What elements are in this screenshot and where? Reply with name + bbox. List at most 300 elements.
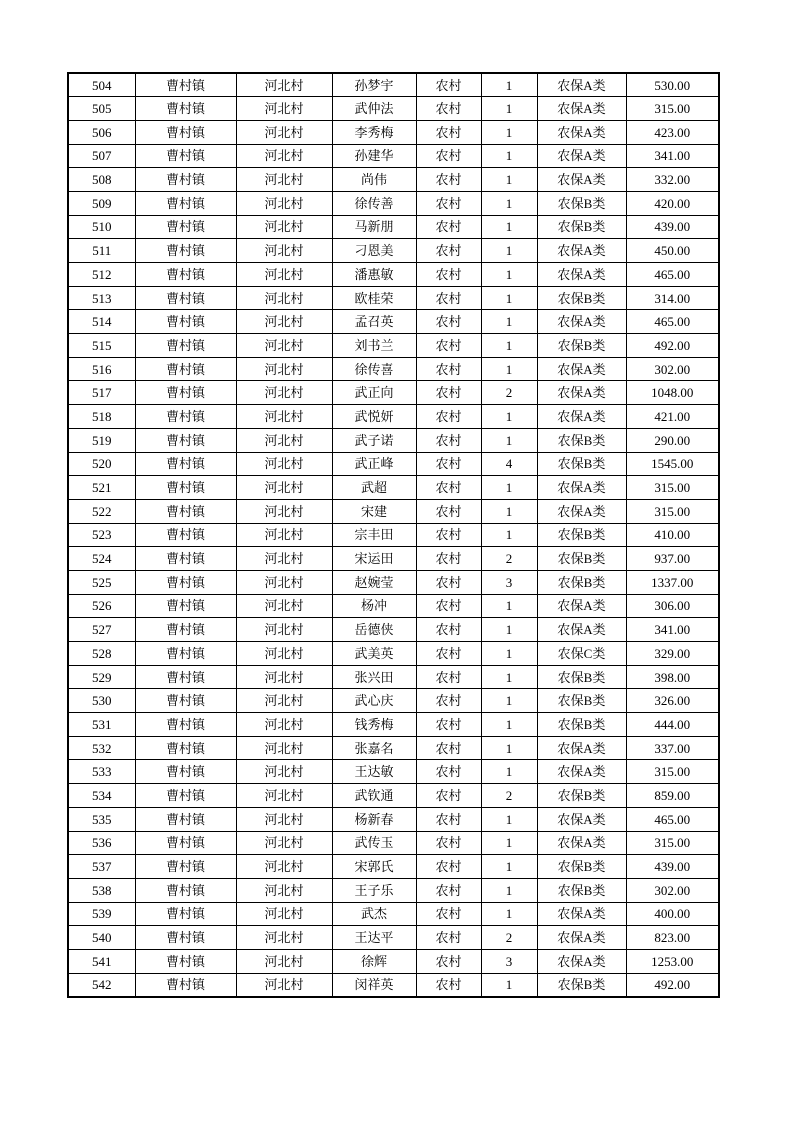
- cell-town: 曹村镇: [135, 642, 236, 666]
- cell-amount: 439.00: [626, 215, 719, 239]
- cell-type: 农村: [416, 357, 481, 381]
- cell-town: 曹村镇: [135, 452, 236, 476]
- cell-category: 农保A类: [537, 73, 626, 97]
- cell-amount: 450.00: [626, 239, 719, 263]
- cell-name: 孟召英: [332, 310, 416, 334]
- cell-name: 李秀梅: [332, 120, 416, 144]
- cell-type: 农村: [416, 381, 481, 405]
- cell-town: 曹村镇: [135, 310, 236, 334]
- cell-serial: 535: [68, 807, 135, 831]
- cell-serial: 534: [68, 784, 135, 808]
- cell-name: 武杰: [332, 902, 416, 926]
- cell-category: 农保A类: [537, 405, 626, 429]
- cell-category: 农保A类: [537, 476, 626, 500]
- cell-type: 农村: [416, 405, 481, 429]
- cell-category: 农保B类: [537, 547, 626, 571]
- table-row: [68, 97, 719, 121]
- table-row: [68, 570, 719, 594]
- cell-amount: 465.00: [626, 807, 719, 831]
- table-row: [68, 452, 719, 476]
- cell-type: 农村: [416, 949, 481, 973]
- cell-type: 农村: [416, 594, 481, 618]
- cell-serial: 519: [68, 428, 135, 452]
- cell-category: 农保B类: [537, 878, 626, 902]
- cell-town: 曹村镇: [135, 949, 236, 973]
- cell-count: 1: [481, 523, 537, 547]
- cell-count: 1: [481, 499, 537, 523]
- cell-town: 曹村镇: [135, 902, 236, 926]
- cell-amount: 329.00: [626, 642, 719, 666]
- cell-category: 农保B类: [537, 570, 626, 594]
- cell-village: 河北村: [236, 73, 332, 97]
- cell-amount: 1253.00: [626, 949, 719, 973]
- cell-name: 闵祥英: [332, 973, 416, 997]
- cell-category: 农保B类: [537, 286, 626, 310]
- cell-amount: 859.00: [626, 784, 719, 808]
- cell-serial: 526: [68, 594, 135, 618]
- cell-count: 2: [481, 381, 537, 405]
- cell-serial: 512: [68, 263, 135, 287]
- cell-town: 曹村镇: [135, 381, 236, 405]
- cell-category: 农保B类: [537, 665, 626, 689]
- cell-town: 曹村镇: [135, 878, 236, 902]
- cell-category: 农保C类: [537, 642, 626, 666]
- cell-serial: 525: [68, 570, 135, 594]
- cell-type: 农村: [416, 547, 481, 571]
- cell-town: 曹村镇: [135, 144, 236, 168]
- cell-count: 1: [481, 594, 537, 618]
- table-row: [68, 476, 719, 500]
- cell-category: 农保A类: [537, 760, 626, 784]
- cell-town: 曹村镇: [135, 973, 236, 997]
- cell-name: 宋郭氏: [332, 855, 416, 879]
- cell-category: 农保A类: [537, 310, 626, 334]
- cell-name: 徐辉: [332, 949, 416, 973]
- cell-village: 河北村: [236, 547, 332, 571]
- cell-count: 1: [481, 642, 537, 666]
- cell-name: 尚伟: [332, 168, 416, 192]
- table-row: [68, 713, 719, 737]
- cell-serial: 532: [68, 736, 135, 760]
- cell-amount: 1048.00: [626, 381, 719, 405]
- cell-village: 河北村: [236, 191, 332, 215]
- table-row: [68, 381, 719, 405]
- cell-count: 1: [481, 428, 537, 452]
- cell-name: 杨冲: [332, 594, 416, 618]
- cell-amount: 314.00: [626, 286, 719, 310]
- cell-name: 宋建: [332, 499, 416, 523]
- cell-count: 2: [481, 784, 537, 808]
- cell-type: 农村: [416, 263, 481, 287]
- table-row: [68, 334, 719, 358]
- cell-type: 农村: [416, 334, 481, 358]
- cell-count: 1: [481, 855, 537, 879]
- cell-count: 1: [481, 239, 537, 263]
- cell-village: 河北村: [236, 120, 332, 144]
- cell-serial: 514: [68, 310, 135, 334]
- cell-serial: 513: [68, 286, 135, 310]
- cell-count: 1: [481, 665, 537, 689]
- cell-town: 曹村镇: [135, 523, 236, 547]
- cell-name: 赵婉莹: [332, 570, 416, 594]
- table-row: [68, 547, 719, 571]
- cell-count: 1: [481, 760, 537, 784]
- cell-name: 武心庆: [332, 689, 416, 713]
- cell-type: 农村: [416, 523, 481, 547]
- cell-count: 4: [481, 452, 537, 476]
- cell-name: 武美英: [332, 642, 416, 666]
- cell-category: 农保A类: [537, 594, 626, 618]
- cell-village: 河北村: [236, 665, 332, 689]
- cell-amount: 465.00: [626, 263, 719, 287]
- cell-category: 农保B类: [537, 689, 626, 713]
- table-row: [68, 973, 719, 997]
- cell-name: 张嘉名: [332, 736, 416, 760]
- table-row: [68, 523, 719, 547]
- cell-serial: 529: [68, 665, 135, 689]
- cell-serial: 531: [68, 713, 135, 737]
- cell-count: 1: [481, 736, 537, 760]
- cell-serial: 515: [68, 334, 135, 358]
- cell-village: 河北村: [236, 215, 332, 239]
- cell-category: 农保A类: [537, 499, 626, 523]
- cell-type: 农村: [416, 286, 481, 310]
- cell-count: 1: [481, 405, 537, 429]
- cell-town: 曹村镇: [135, 499, 236, 523]
- cell-amount: 410.00: [626, 523, 719, 547]
- cell-amount: 492.00: [626, 973, 719, 997]
- cell-count: 1: [481, 334, 537, 358]
- table-row: [68, 357, 719, 381]
- cell-serial: 538: [68, 878, 135, 902]
- cell-town: 曹村镇: [135, 665, 236, 689]
- cell-category: 农保A类: [537, 120, 626, 144]
- cell-count: 1: [481, 878, 537, 902]
- cell-serial: 527: [68, 618, 135, 642]
- cell-type: 农村: [416, 807, 481, 831]
- cell-type: 农村: [416, 168, 481, 192]
- cell-category: 农保B类: [537, 523, 626, 547]
- table-row: [68, 239, 719, 263]
- cell-type: 农村: [416, 878, 481, 902]
- cell-name: 宗丰田: [332, 523, 416, 547]
- cell-type: 农村: [416, 902, 481, 926]
- cell-category: 农保A类: [537, 357, 626, 381]
- cell-town: 曹村镇: [135, 618, 236, 642]
- cell-name: 武正峰: [332, 452, 416, 476]
- cell-serial: 516: [68, 357, 135, 381]
- cell-village: 河北村: [236, 831, 332, 855]
- cell-name: 潘惠敏: [332, 263, 416, 287]
- cell-town: 曹村镇: [135, 926, 236, 950]
- cell-amount: 315.00: [626, 499, 719, 523]
- cell-category: 农保A类: [537, 807, 626, 831]
- cell-name: 孙建华: [332, 144, 416, 168]
- cell-serial: 523: [68, 523, 135, 547]
- cell-village: 河北村: [236, 784, 332, 808]
- cell-count: 1: [481, 120, 537, 144]
- cell-name: 武悦妍: [332, 405, 416, 429]
- cell-serial: 540: [68, 926, 135, 950]
- cell-village: 河北村: [236, 286, 332, 310]
- cell-village: 河北村: [236, 689, 332, 713]
- cell-name: 武正向: [332, 381, 416, 405]
- cell-town: 曹村镇: [135, 97, 236, 121]
- cell-type: 农村: [416, 736, 481, 760]
- table-row: [68, 618, 719, 642]
- cell-village: 河北村: [236, 523, 332, 547]
- cell-village: 河北村: [236, 855, 332, 879]
- cell-name: 武子诺: [332, 428, 416, 452]
- cell-village: 河北村: [236, 97, 332, 121]
- cell-type: 农村: [416, 144, 481, 168]
- cell-amount: 400.00: [626, 902, 719, 926]
- cell-category: 农保A类: [537, 263, 626, 287]
- cell-type: 农村: [416, 476, 481, 500]
- cell-village: 河北村: [236, 926, 332, 950]
- cell-name: 孙梦宇: [332, 73, 416, 97]
- cell-serial: 539: [68, 902, 135, 926]
- table-body: [68, 73, 719, 997]
- cell-count: 2: [481, 547, 537, 571]
- cell-village: 河北村: [236, 736, 332, 760]
- cell-category: 农保B类: [537, 973, 626, 997]
- cell-category: 农保A类: [537, 831, 626, 855]
- cell-type: 农村: [416, 97, 481, 121]
- cell-count: 1: [481, 476, 537, 500]
- cell-serial: 520: [68, 452, 135, 476]
- cell-type: 农村: [416, 428, 481, 452]
- cell-name: 宋运田: [332, 547, 416, 571]
- cell-count: 1: [481, 902, 537, 926]
- cell-amount: 1337.00: [626, 570, 719, 594]
- cell-village: 河北村: [236, 878, 332, 902]
- cell-name: 刘书兰: [332, 334, 416, 358]
- cell-type: 农村: [416, 499, 481, 523]
- cell-village: 河北村: [236, 168, 332, 192]
- cell-village: 河北村: [236, 760, 332, 784]
- table-row: [68, 689, 719, 713]
- cell-village: 河北村: [236, 144, 332, 168]
- table-row: [68, 499, 719, 523]
- cell-count: 1: [481, 618, 537, 642]
- cell-amount: 332.00: [626, 168, 719, 192]
- cell-serial: 524: [68, 547, 135, 571]
- cell-type: 农村: [416, 760, 481, 784]
- cell-serial: 536: [68, 831, 135, 855]
- cell-name: 武超: [332, 476, 416, 500]
- cell-count: 1: [481, 831, 537, 855]
- cell-type: 农村: [416, 665, 481, 689]
- cell-village: 河北村: [236, 334, 332, 358]
- cell-serial: 521: [68, 476, 135, 500]
- cell-village: 河北村: [236, 476, 332, 500]
- cell-amount: 1545.00: [626, 452, 719, 476]
- cell-name: 徐传善: [332, 191, 416, 215]
- cell-category: 农保A类: [537, 97, 626, 121]
- cell-name: 武钦通: [332, 784, 416, 808]
- cell-name: 马新朋: [332, 215, 416, 239]
- table-row: [68, 168, 719, 192]
- cell-serial: 504: [68, 73, 135, 97]
- cell-serial: 506: [68, 120, 135, 144]
- cell-serial: 510: [68, 215, 135, 239]
- cell-count: 1: [481, 263, 537, 287]
- table-row: [68, 191, 719, 215]
- cell-name: 刁恩美: [332, 239, 416, 263]
- cell-serial: 542: [68, 973, 135, 997]
- cell-serial: 517: [68, 381, 135, 405]
- cell-count: 1: [481, 807, 537, 831]
- cell-category: 农保A类: [537, 381, 626, 405]
- cell-town: 曹村镇: [135, 286, 236, 310]
- cell-town: 曹村镇: [135, 428, 236, 452]
- cell-category: 农保B类: [537, 215, 626, 239]
- cell-town: 曹村镇: [135, 239, 236, 263]
- cell-type: 农村: [416, 120, 481, 144]
- cell-amount: 315.00: [626, 97, 719, 121]
- cell-town: 曹村镇: [135, 476, 236, 500]
- table-row: [68, 310, 719, 334]
- cell-amount: 420.00: [626, 191, 719, 215]
- cell-type: 农村: [416, 831, 481, 855]
- cell-amount: 823.00: [626, 926, 719, 950]
- cell-amount: 421.00: [626, 405, 719, 429]
- cell-serial: 511: [68, 239, 135, 263]
- cell-serial: 522: [68, 499, 135, 523]
- table-row: [68, 642, 719, 666]
- cell-town: 曹村镇: [135, 760, 236, 784]
- cell-count: 3: [481, 949, 537, 973]
- cell-town: 曹村镇: [135, 120, 236, 144]
- cell-name: 欧桂荣: [332, 286, 416, 310]
- cell-serial: 528: [68, 642, 135, 666]
- cell-amount: 398.00: [626, 665, 719, 689]
- table-row: [68, 263, 719, 287]
- cell-count: 1: [481, 144, 537, 168]
- cell-village: 河北村: [236, 807, 332, 831]
- cell-type: 农村: [416, 973, 481, 997]
- cell-village: 河北村: [236, 949, 332, 973]
- cell-name: 王子乐: [332, 878, 416, 902]
- cell-category: 农保B类: [537, 334, 626, 358]
- cell-town: 曹村镇: [135, 215, 236, 239]
- cell-type: 农村: [416, 215, 481, 239]
- cell-count: 1: [481, 168, 537, 192]
- cell-category: 农保A类: [537, 902, 626, 926]
- cell-category: 农保B类: [537, 428, 626, 452]
- cell-count: 1: [481, 191, 537, 215]
- cell-serial: 518: [68, 405, 135, 429]
- cell-type: 农村: [416, 642, 481, 666]
- cell-type: 农村: [416, 784, 481, 808]
- cell-category: 农保B类: [537, 191, 626, 215]
- cell-village: 河北村: [236, 263, 332, 287]
- cell-town: 曹村镇: [135, 168, 236, 192]
- cell-amount: 315.00: [626, 476, 719, 500]
- cell-type: 农村: [416, 570, 481, 594]
- cell-type: 农村: [416, 452, 481, 476]
- cell-serial: 507: [68, 144, 135, 168]
- cell-serial: 530: [68, 689, 135, 713]
- cell-type: 农村: [416, 239, 481, 263]
- cell-amount: 492.00: [626, 334, 719, 358]
- cell-village: 河北村: [236, 594, 332, 618]
- table-row: [68, 73, 719, 97]
- cell-type: 农村: [416, 855, 481, 879]
- cell-village: 河北村: [236, 499, 332, 523]
- cell-amount: 341.00: [626, 618, 719, 642]
- cell-name: 武传玉: [332, 831, 416, 855]
- cell-count: 1: [481, 310, 537, 334]
- table-row: [68, 855, 719, 879]
- table-row: [68, 831, 719, 855]
- cell-village: 河北村: [236, 405, 332, 429]
- cell-town: 曹村镇: [135, 855, 236, 879]
- cell-serial: 508: [68, 168, 135, 192]
- cell-amount: 302.00: [626, 357, 719, 381]
- cell-type: 农村: [416, 310, 481, 334]
- cell-count: 1: [481, 713, 537, 737]
- cell-type: 农村: [416, 713, 481, 737]
- cell-serial: 541: [68, 949, 135, 973]
- cell-village: 河北村: [236, 452, 332, 476]
- cell-amount: 337.00: [626, 736, 719, 760]
- cell-category: 农保B类: [537, 452, 626, 476]
- cell-town: 曹村镇: [135, 807, 236, 831]
- cell-village: 河北村: [236, 239, 332, 263]
- cell-name: 王达平: [332, 926, 416, 950]
- cell-village: 河北村: [236, 902, 332, 926]
- cell-village: 河北村: [236, 357, 332, 381]
- table-row: [68, 405, 719, 429]
- cell-amount: 444.00: [626, 713, 719, 737]
- cell-town: 曹村镇: [135, 689, 236, 713]
- cell-town: 曹村镇: [135, 357, 236, 381]
- cell-town: 曹村镇: [135, 831, 236, 855]
- cell-name: 杨新春: [332, 807, 416, 831]
- cell-village: 河北村: [236, 428, 332, 452]
- cell-amount: 465.00: [626, 310, 719, 334]
- cell-name: 岳德侠: [332, 618, 416, 642]
- cell-amount: 341.00: [626, 144, 719, 168]
- cell-type: 农村: [416, 618, 481, 642]
- cell-category: 农保B类: [537, 855, 626, 879]
- table-row: [68, 949, 719, 973]
- cell-town: 曹村镇: [135, 405, 236, 429]
- table-row: [68, 120, 719, 144]
- table-row: [68, 665, 719, 689]
- table-row: [68, 807, 719, 831]
- cell-amount: 937.00: [626, 547, 719, 571]
- table-row: [68, 760, 719, 784]
- table-row: [68, 736, 719, 760]
- cell-amount: 315.00: [626, 831, 719, 855]
- cell-town: 曹村镇: [135, 334, 236, 358]
- payment-table: [67, 72, 720, 998]
- cell-town: 曹村镇: [135, 713, 236, 737]
- cell-serial: 505: [68, 97, 135, 121]
- cell-category: 农保A类: [537, 144, 626, 168]
- cell-category: 农保A类: [537, 618, 626, 642]
- table-row: [68, 428, 719, 452]
- cell-village: 河北村: [236, 570, 332, 594]
- cell-category: 农保A类: [537, 736, 626, 760]
- cell-count: 1: [481, 973, 537, 997]
- cell-amount: 306.00: [626, 594, 719, 618]
- cell-town: 曹村镇: [135, 547, 236, 571]
- cell-town: 曹村镇: [135, 263, 236, 287]
